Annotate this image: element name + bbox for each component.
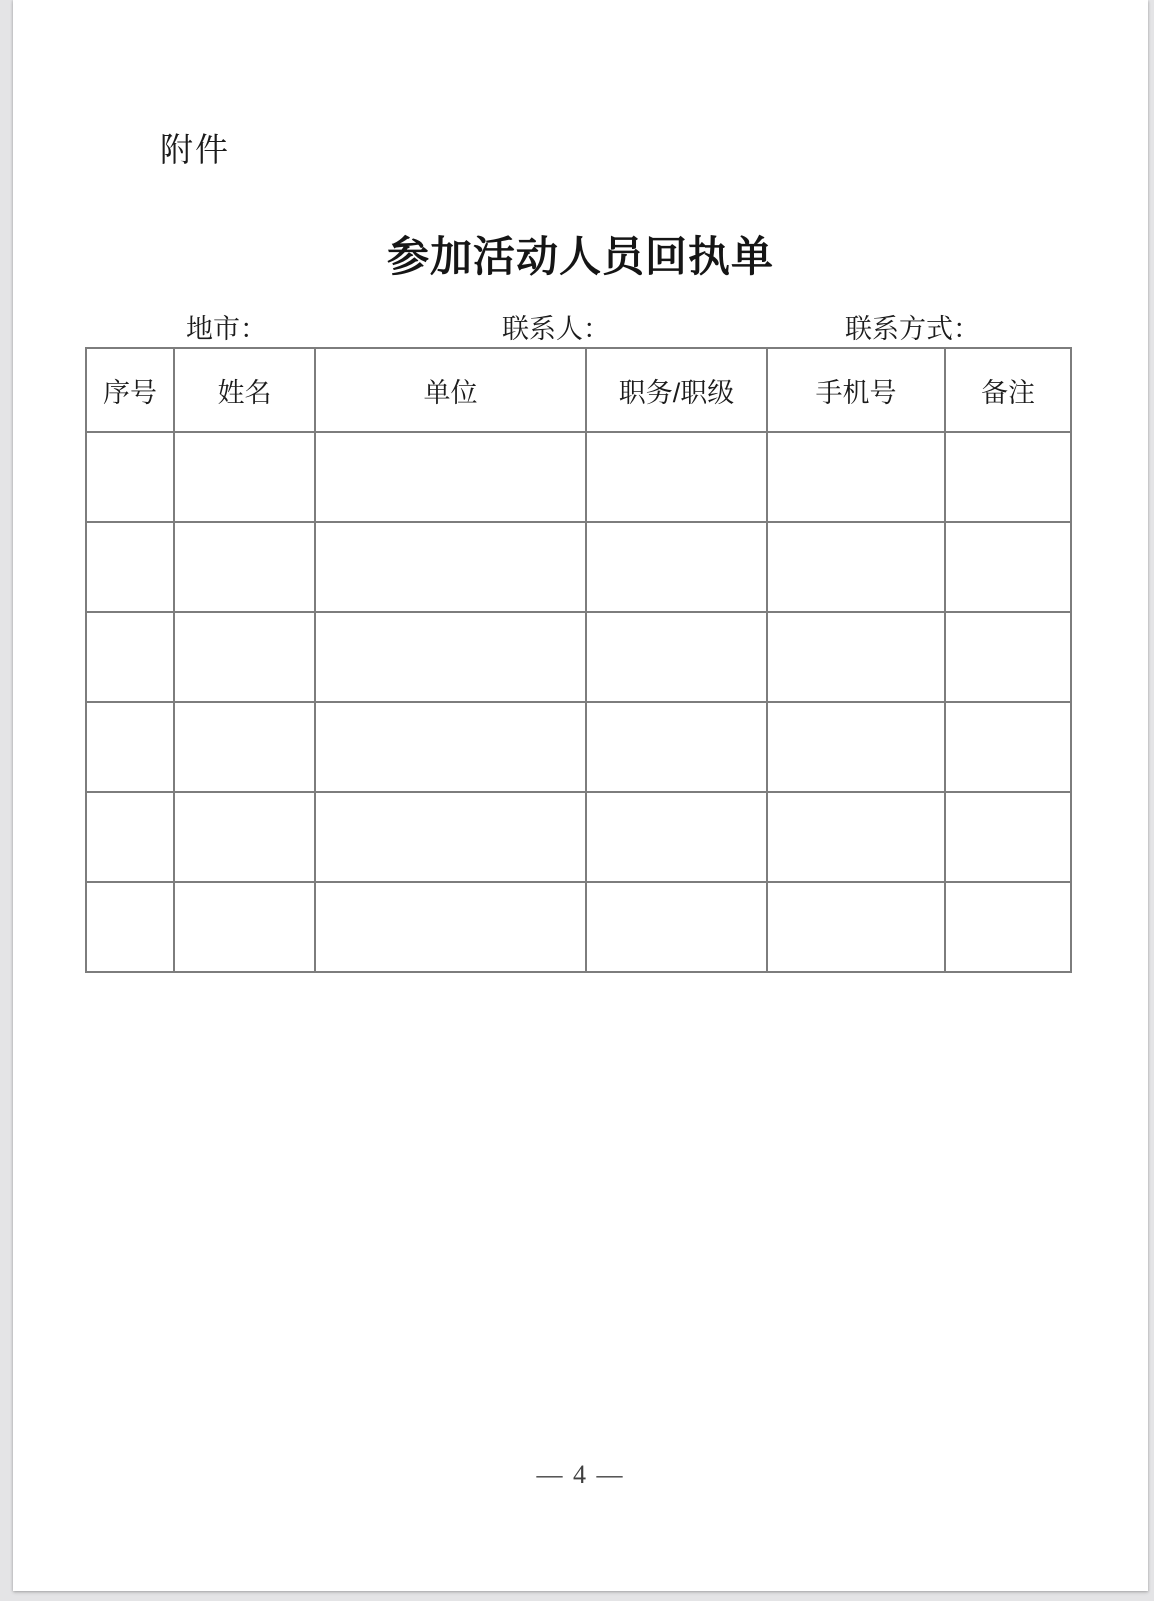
table-cell bbox=[586, 522, 767, 612]
roster-table-header bbox=[86, 348, 1071, 432]
table-row bbox=[86, 432, 1071, 522]
roster-table-body bbox=[86, 432, 1071, 972]
table-row bbox=[86, 612, 1071, 702]
table-cell bbox=[315, 792, 586, 882]
table-cell bbox=[586, 432, 767, 522]
page-title: 参加活动人员回执单 bbox=[386, 233, 774, 280]
table-row bbox=[86, 522, 1071, 612]
attachment-label: 附件 bbox=[160, 131, 230, 168]
header-cell-phone: 手机号 bbox=[767, 348, 945, 432]
table-cell bbox=[767, 522, 945, 612]
header-row bbox=[86, 348, 1071, 432]
table-cell bbox=[767, 702, 945, 792]
document-page bbox=[13, 0, 1148, 1591]
table-cell bbox=[174, 882, 315, 972]
page-number: — 4 — bbox=[536, 1460, 625, 1489]
table-cell bbox=[945, 522, 1071, 612]
table-cell bbox=[315, 702, 586, 792]
table-cell bbox=[315, 882, 586, 972]
table-cell bbox=[174, 792, 315, 882]
header-cell-index: 序号 bbox=[86, 348, 174, 432]
contact-person-field-label: 联系人： bbox=[502, 314, 610, 344]
table-cell bbox=[945, 432, 1071, 522]
table-cell bbox=[586, 612, 767, 702]
table-cell bbox=[586, 792, 767, 882]
table-cell bbox=[767, 612, 945, 702]
table-cell bbox=[315, 612, 586, 702]
header-cell-unit: 单位 bbox=[315, 348, 586, 432]
table-row bbox=[86, 702, 1071, 792]
table-row bbox=[86, 792, 1071, 882]
table-cell bbox=[767, 882, 945, 972]
table-cell bbox=[767, 432, 945, 522]
table-cell bbox=[86, 432, 174, 522]
table-cell bbox=[174, 612, 315, 702]
header-cell-position: 职务/职级 bbox=[586, 348, 767, 432]
header-cell-name: 姓名 bbox=[174, 348, 315, 432]
table-cell bbox=[945, 792, 1071, 882]
table-cell bbox=[174, 522, 315, 612]
table-cell bbox=[86, 792, 174, 882]
table-cell bbox=[86, 522, 174, 612]
table-cell bbox=[315, 432, 586, 522]
table-cell bbox=[86, 612, 174, 702]
table-cell bbox=[945, 612, 1071, 702]
table-cell bbox=[945, 882, 1071, 972]
table-cell bbox=[586, 882, 767, 972]
table-cell bbox=[86, 882, 174, 972]
table-cell bbox=[945, 702, 1071, 792]
table-cell bbox=[174, 702, 315, 792]
contact-method-field-label: 联系方式： bbox=[845, 314, 980, 344]
table-cell bbox=[315, 522, 586, 612]
table-row bbox=[86, 882, 1071, 972]
table-cell bbox=[767, 792, 945, 882]
roster-table bbox=[85, 347, 1072, 973]
table-cell bbox=[586, 702, 767, 792]
table-cell bbox=[174, 432, 315, 522]
table-cell bbox=[86, 702, 174, 792]
city-field-label: 地市： bbox=[186, 314, 267, 344]
header-cell-remarks: 备注 bbox=[945, 348, 1071, 432]
